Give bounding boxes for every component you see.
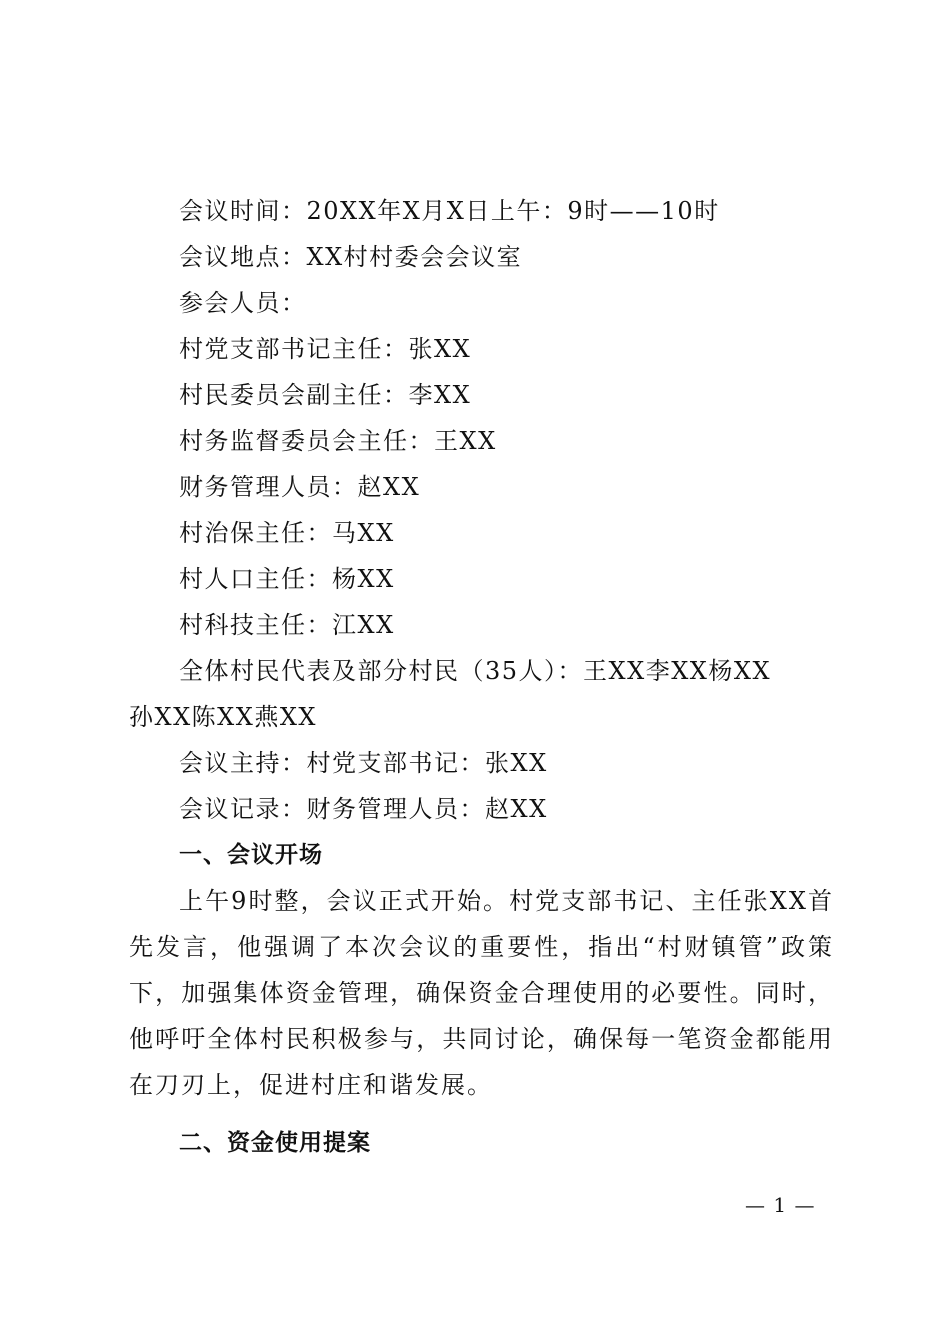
attendee-population-director: 村人口主任：杨XX	[179, 565, 395, 593]
attendee-supervision-director: 村务监督委员会主任：王XX	[179, 427, 497, 455]
meeting-location-line: 会议地点：XX村村委会会议室	[179, 243, 523, 271]
page-number: — 1 —	[745, 1193, 816, 1217]
attendee-finance-staff: 财务管理人员：赵XX	[179, 473, 421, 501]
document-body	[129, 188, 834, 1166]
attendee-vice-director: 村民委员会副主任：李XX	[179, 381, 472, 409]
section-1-heading: 一、会议开场	[179, 842, 323, 868]
representatives-line-1: 全体村民代表及部分村民（35人）：王XX李XX杨XX	[179, 657, 772, 685]
meeting-host-line: 会议主持：村党支部书记：张XX	[179, 749, 548, 777]
attendee-party-secretary: 村党支部书记主任：张XX	[179, 335, 472, 363]
section-2-heading: 二、资金使用提案	[179, 1130, 371, 1156]
attendee-security-director: 村治保主任：马XX	[179, 519, 395, 547]
meeting-recorder-line: 会议记录：财务管理人员：赵XX	[179, 795, 548, 823]
attendee-technology-director: 村科技主任：江XX	[179, 611, 395, 639]
meeting-time-line: 会议时间：20XX年X月X日上午：9时——10时	[179, 197, 720, 225]
section-1-paragraph: 上午9时整，会议正式开始。村党支部书记、主任张XX首先发言，他强调了本次会议的重要性，指出“村财镇管”政策下，加强集体资金管理，确保资金合理使用的必要性。同时，他呼吁全体村民积极参与，共同讨论，确保每一笔资金都能用在刀刃上，促进村庄和谐发展。	[129, 887, 834, 1099]
representatives-line-2: 孙XX陈XX燕XX	[129, 703, 318, 731]
attendees-label: 参会人员：	[179, 289, 307, 317]
